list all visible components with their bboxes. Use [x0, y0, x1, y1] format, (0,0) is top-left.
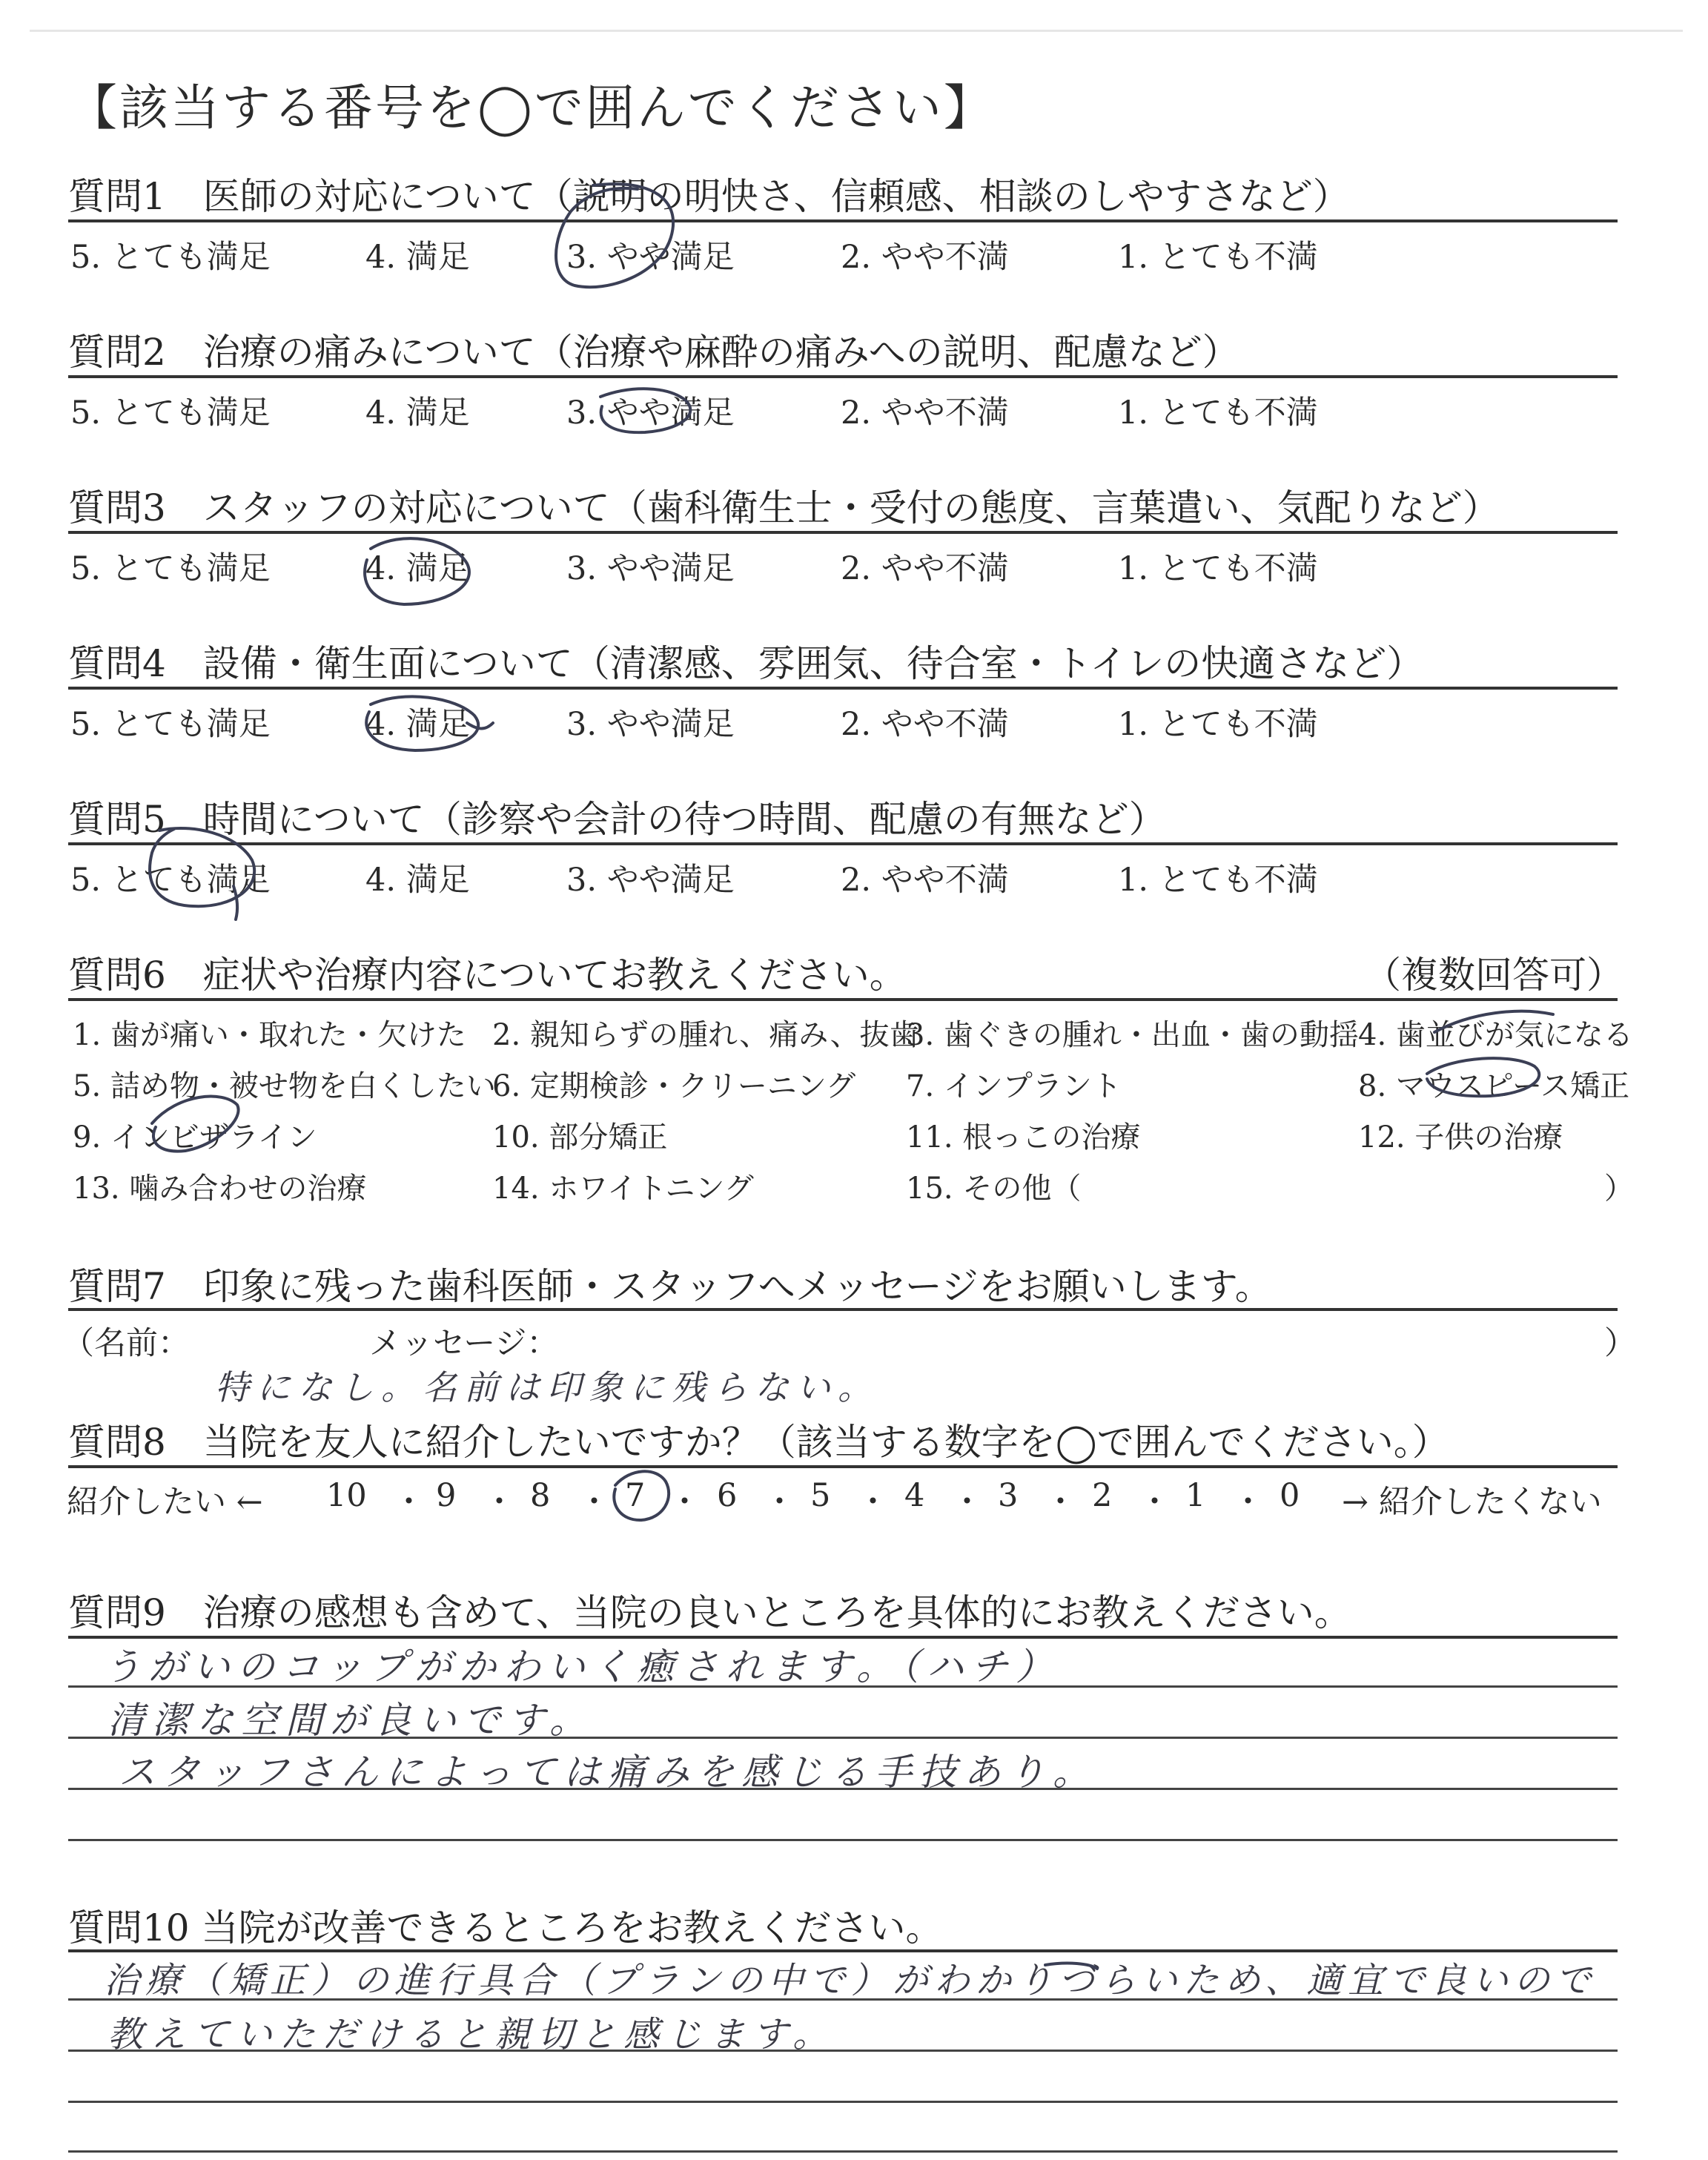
q6-option-9[interactable]: 9. インビザライン	[73, 1120, 317, 1155]
q8-scale-dot: ・	[393, 1484, 425, 1521]
q8-scale-dot: ・	[857, 1484, 889, 1521]
q9-answer-line-2: 清潔な空間が良いです。	[107, 1699, 594, 1742]
q4-option-2[interactable]: 2. やや不満	[841, 706, 1009, 743]
q6-option-14[interactable]: 14. ホワイトニング	[492, 1172, 754, 1206]
q6-option-2[interactable]: 2. 親知らずの腫れ、痛み、抜歯	[492, 1018, 919, 1052]
q8-scale-2[interactable]: 2	[1092, 1477, 1113, 1514]
page-header: 【該当する番号を◯で囲んでください】	[68, 79, 995, 136]
q8-right-label: → 紹介したくない	[1342, 1484, 1602, 1521]
q8-scale-7[interactable]: 7	[625, 1477, 646, 1514]
q4-option-1[interactable]: 1. とても不満	[1118, 706, 1318, 743]
question-8-title: 質問8 当院を友人に紹介したいですか？（該当する数字を◯で囲んでください。）	[68, 1421, 1449, 1464]
question-5-rule	[68, 842, 1618, 845]
q5-option-1[interactable]: 1. とても不満	[1118, 862, 1318, 899]
q8-scale-0[interactable]: 0	[1280, 1477, 1300, 1514]
q8-scale-dot: ・	[578, 1484, 610, 1521]
q8-scale-dot: ・	[764, 1484, 795, 1521]
q6-other-close: ）	[1604, 1172, 1634, 1206]
q6-option-3[interactable]: 3. 歯ぐきの腫れ・出血・歯の動揺	[906, 1018, 1359, 1052]
question-6-note: （複数回答可）	[1364, 954, 1623, 997]
q8-scale-dot: ・	[951, 1484, 983, 1521]
q6-option-5[interactable]: 5. 詰め物・被せ物を白くしたい	[73, 1069, 496, 1103]
q6-option-6[interactable]: 6. 定期検診・クリーニング	[492, 1069, 856, 1103]
q2-option-1[interactable]: 1. とても不満	[1118, 394, 1318, 432]
q1-option-5[interactable]: 5. とても満足	[70, 239, 271, 276]
q4-option-3[interactable]: 3. やや満足	[566, 706, 735, 743]
q6-option-4[interactable]: 4. 歯並びが気になる	[1358, 1018, 1633, 1052]
question-10-title: 質問10 当院が改善できるところをお教えください。	[68, 1906, 943, 1949]
q6-option-8[interactable]: 8. マウスピース矯正	[1358, 1069, 1630, 1103]
q6-option-1[interactable]: 1. 歯が痛い・取れた・欠けた	[73, 1018, 466, 1052]
question-2-title: 質問2 治療の痛みについて（治療や麻酔の痛みへの説明、配慮など）	[68, 331, 1239, 374]
question-1-rule	[68, 219, 1618, 222]
q5-option-5[interactable]: 5. とても満足	[70, 862, 271, 899]
q6-option-13[interactable]: 13. 噛み合わせの治療	[73, 1172, 367, 1206]
question-9-title: 質問9 治療の感想も含めて、当院の良いところを具体的にお教えください。	[68, 1591, 1351, 1634]
question-4-rule	[68, 687, 1618, 690]
writing-line	[68, 2101, 1618, 2103]
q7-close: ）	[1604, 1325, 1636, 1362]
q4-option-4[interactable]: 4. 満足	[365, 706, 470, 743]
q7-message-label: メッセージ：	[369, 1325, 559, 1362]
q1-option-2[interactable]: 2. やや不満	[841, 239, 1009, 276]
q1-option-3[interactable]: 3. やや満足	[566, 239, 735, 276]
q2-option-4[interactable]: 4. 満足	[365, 394, 470, 432]
q1-option-1[interactable]: 1. とても不満	[1118, 239, 1318, 276]
q2-option-2[interactable]: 2. やや不満	[841, 394, 1009, 432]
q8-scale-8[interactable]: 8	[530, 1477, 551, 1514]
q3-option-1[interactable]: 1. とても不満	[1118, 550, 1318, 587]
q10-answer-line-2: 教えていただけると親切と感じます。	[107, 2014, 836, 2055]
q8-scale-dot: ・	[669, 1484, 701, 1521]
q8-scale-dot: ・	[1139, 1484, 1171, 1521]
question-2-rule	[68, 375, 1618, 378]
question-4-title: 質問4 設備・衛生面について（清潔感、雰囲気、待合室・トイレの快適さなど）	[68, 642, 1424, 685]
q8-scale-5[interactable]: 5	[810, 1477, 831, 1514]
q8-left-label: 紹介したい ←	[67, 1484, 263, 1521]
q8-scale-1[interactable]: 1	[1185, 1477, 1206, 1514]
question-8-rule	[68, 1465, 1618, 1468]
q7-handwritten-answer: 特になし。名前は印象に残らない。	[215, 1367, 879, 1407]
question-7-rule	[68, 1308, 1618, 1311]
q6-option-10[interactable]: 10. 部分矯正	[492, 1120, 668, 1155]
q5-option-2[interactable]: 2. やや不満	[841, 862, 1009, 899]
q8-scale-3[interactable]: 3	[998, 1477, 1019, 1514]
question-6-title: 質問6 症状や治療内容についてお教えください。	[68, 954, 907, 997]
question-3-title: 質問3 スタッフの対応について（歯科衛生士・受付の態度、言葉遣い、気配りなど）	[68, 486, 1500, 529]
q8-scale-dot: ・	[1232, 1484, 1264, 1521]
q8-scale-9[interactable]: 9	[436, 1477, 457, 1514]
q7-name-label: （名前：	[62, 1325, 190, 1362]
q6-option-12[interactable]: 12. 子供の治療	[1358, 1120, 1563, 1155]
writing-line	[68, 1839, 1618, 1841]
q9-answer-line-1: うがいのコップがかわいく癒されます。（ハチ）	[104, 1645, 1060, 1688]
q5-option-4[interactable]: 4. 満足	[365, 862, 470, 899]
question-7-title: 質問7 印象に残った歯科医師・スタッフへメッセージをお願いします。	[68, 1265, 1272, 1308]
q6-option-15[interactable]: 15. その他（	[906, 1172, 1082, 1206]
q8-scale-dot: ・	[1045, 1484, 1076, 1521]
q3-option-3[interactable]: 3. やや満足	[566, 550, 735, 587]
question-5-title: 質問5 時間について（診察や会計の待つ時間、配慮の有無など）	[68, 798, 1166, 841]
scan-top-edge	[30, 30, 1683, 32]
q4-stray-mark	[467, 723, 493, 729]
writing-line	[68, 2150, 1618, 2153]
q6-option-11[interactable]: 11. 根っこの治療	[906, 1120, 1141, 1155]
q6-option-7[interactable]: 7. インプラント	[906, 1069, 1122, 1103]
q8-scale-dot: ・	[483, 1484, 515, 1521]
q3-option-5[interactable]: 5. とても満足	[70, 550, 271, 587]
q8-scale-6[interactable]: 6	[717, 1477, 738, 1514]
q1-option-4[interactable]: 4. 満足	[365, 239, 470, 276]
q5-option-3[interactable]: 3. やや満足	[566, 862, 735, 899]
q8-scale-10[interactable]: 10	[326, 1477, 367, 1514]
q3-option-4[interactable]: 4. 満足	[365, 550, 470, 587]
q10-answer-line-1: 治療（矯正）の進行具合（プランの中で）がわかりづらいため、適宜で良いので	[104, 1960, 1598, 2001]
q8-scale-4[interactable]: 4	[904, 1477, 925, 1514]
q3-option-2[interactable]: 2. やや不満	[841, 550, 1009, 587]
q4-option-5[interactable]: 5. とても満足	[70, 706, 271, 743]
question-1-title: 質問1 医師の対応について（説明の明快さ、信頼感、相談のしやすさなど）	[68, 175, 1350, 218]
question-3-rule	[68, 531, 1618, 534]
q2-option-3[interactable]: 3. やや満足	[566, 394, 735, 432]
q9-answer-line-3: スタッフさんによっては痛みを感じる手技あり。	[119, 1751, 1097, 1794]
q2-option-5[interactable]: 5. とても満足	[70, 394, 271, 432]
question-6-rule	[68, 998, 1618, 1001]
